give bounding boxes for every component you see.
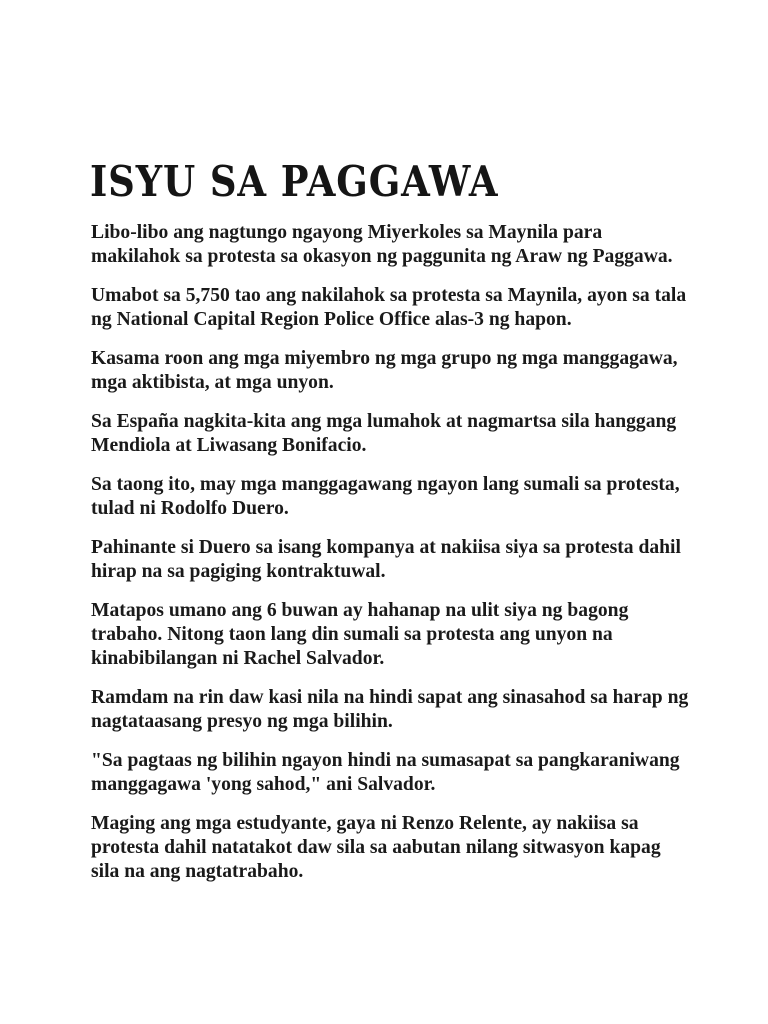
paragraph: "Sa pagtaas ng bilihin ngayon hindi na sumasapat sa pangkaraniwang manggagawa 'yong sahod," ani Salvador. (91, 750, 680, 795)
article-body (91, 221, 691, 899)
paragraph: Umabot sa 5,750 tao ang nakilahok sa protesta sa Maynila, ayon sa tala ng National Capital Region Police Office alas-3 ng hapon. (91, 285, 687, 330)
paragraph: Matapos umano ang 6 buwan ay hahanap na ulit siya ng bagong trabaho. Nitong taon lang din sumali sa protesta ang unyon na kinabibilangan ni Rachel Salvador. (91, 600, 629, 669)
paragraph: Ramdam na rin daw kasi nila na hindi sapat ang sinasahod sa harap ng nagtataasang presyo ng mga bilihin. (91, 687, 689, 732)
paragraph: Maging ang mga estudyante, gaya ni Renzo Relente, ay nakiisa sa protesta dahil natatakot daw sila sa aabutan nilang sitwasyon kapag sila na ang nagtatrabaho. (91, 813, 661, 882)
paragraph: Sa taong ito, may mga manggagawang ngayon lang sumali sa protesta, tulad ni Rodolfo Duero. (91, 474, 680, 519)
document-title: ISYU SA PAGGAWA (90, 157, 499, 206)
paragraph: Kasama roon ang mga miyembro ng mga grupo ng mga manggagawa, mga aktibista, at mga unyon. (91, 348, 678, 393)
paragraph: Libo-libo ang nagtungo ngayong Miyerkoles sa Maynila para makilahok sa protesta sa okasyon ng paggunita ng Araw ng Paggawa. (91, 222, 673, 267)
paragraph: Sa España nagkita-kita ang mga lumahok at nagmartsa sila hanggang Mendiola at Liwasang Bonifacio. (91, 411, 677, 456)
paragraph: Pahinante si Duero sa isang kompanya at nakiisa siya sa protesta dahil hirap na sa pagiging kontraktuwal. (91, 537, 681, 582)
